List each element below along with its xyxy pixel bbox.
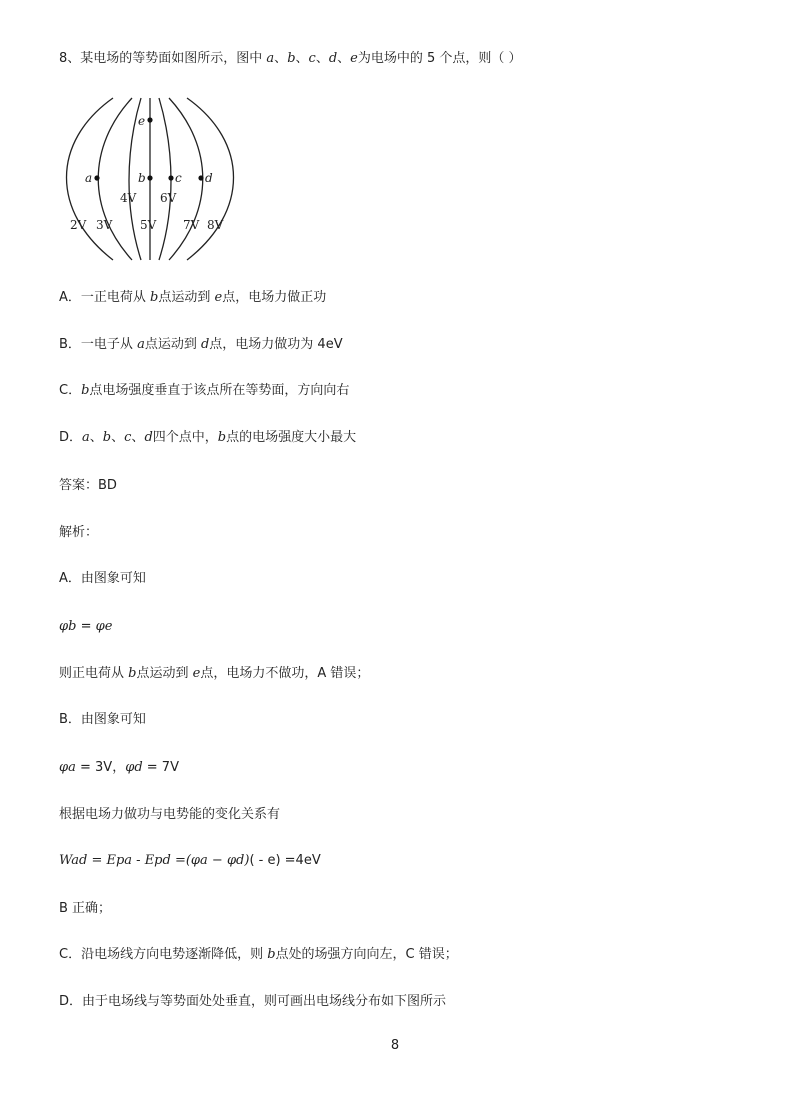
- label-6v: 6V: [160, 191, 177, 205]
- page-number: 8: [390, 1038, 400, 1053]
- var: b: [217, 430, 227, 445]
- phi-symbol: φ: [125, 760, 135, 775]
- work-symbol: Wad: [59, 853, 88, 868]
- potential-difference: (φa − φd): [185, 853, 250, 868]
- sep: 、: [131, 430, 145, 445]
- option-a-mid: 点运动到: [158, 290, 215, 305]
- label-e: e: [138, 114, 146, 128]
- stem-pre: 8、某电场的等势面如图所示，图中: [59, 51, 267, 66]
- option-b-post: 点，电场力做功为 4eV: [209, 337, 343, 352]
- var: d: [200, 337, 210, 352]
- sep: 、: [274, 51, 288, 66]
- label-4v: 4V: [120, 191, 137, 205]
- a-text-mid: 点运动到: [136, 666, 193, 681]
- label-5v: 5V: [140, 218, 157, 232]
- analysis-b-formula: [59, 852, 321, 870]
- var: b: [267, 947, 276, 962]
- phi-symbol: φ: [59, 619, 69, 634]
- var: e: [214, 290, 223, 305]
- option-b-prefix: B．一电子从: [59, 337, 138, 352]
- option-b-mid: 点运动到: [144, 337, 201, 352]
- label-b: b: [138, 171, 146, 185]
- var: b: [150, 290, 159, 305]
- option-b: [59, 336, 343, 354]
- sep: 、: [337, 51, 351, 66]
- value: = 3V，: [75, 760, 126, 775]
- analysis-b-conclusion: B 正确；: [59, 901, 112, 916]
- option-c-prefix: C．: [59, 383, 82, 398]
- label-c: c: [175, 171, 182, 185]
- sep: 、: [295, 51, 309, 66]
- c-text-pre: C．沿电场线方向电势逐渐降低，则: [59, 947, 268, 962]
- option-d-prefix: D．: [59, 430, 83, 445]
- option-a-prefix: A．一正电荷从: [59, 290, 151, 305]
- sep: 、: [315, 51, 329, 66]
- question-stem: [59, 50, 522, 68]
- var: c: [124, 430, 132, 445]
- equals: =: [76, 619, 96, 634]
- label-7v: 7V: [183, 218, 200, 232]
- c-text-post: 点处的场强方向向左，C 错误；: [275, 947, 458, 962]
- analysis-b-head: B．由图象可知: [59, 712, 146, 727]
- sep: 、: [111, 430, 125, 445]
- var: d: [134, 760, 143, 775]
- label-8v: 8V: [207, 218, 224, 232]
- point-b-dot: [147, 175, 152, 180]
- analysis-a-text: [59, 665, 369, 683]
- analysis-b-equation: [59, 759, 179, 777]
- value: = 7V: [142, 760, 179, 775]
- var: e: [192, 666, 201, 681]
- a-text-post: 点，电场力不做功，A 错误；: [200, 666, 370, 681]
- equipotential-line-3v: [98, 98, 132, 260]
- point-c: c: [308, 51, 316, 66]
- equipotential-figure: [59, 92, 244, 262]
- var: b: [68, 619, 77, 634]
- var: d: [144, 430, 153, 445]
- a-text-pre: 则正电荷从: [59, 666, 129, 681]
- sep: 、: [89, 430, 103, 445]
- phi-symbol: φ: [95, 619, 105, 634]
- formula-rest: ( - e) =4eV: [249, 853, 321, 868]
- analysis-d-text: D．由于电场线与等势面处处垂直，则可画出电场线分布如下图所示: [59, 994, 447, 1009]
- energy-terms: = Epa - Epd =: [91, 853, 186, 868]
- analysis-b-text: 根据电场力做功与电势能的变化关系有: [59, 807, 281, 822]
- label-3v: 3V: [96, 218, 113, 232]
- stem-post: 为电场中的 5 个点，则（ ）: [357, 51, 522, 66]
- option-c: [59, 382, 349, 400]
- point-a-dot: [94, 175, 99, 180]
- var: b: [81, 383, 90, 398]
- point-a: a: [266, 51, 275, 66]
- point-e: e: [350, 51, 358, 66]
- option-a: [59, 289, 326, 307]
- var: b: [102, 430, 112, 445]
- label-a: a: [85, 171, 93, 185]
- point-d-dot: [198, 175, 203, 180]
- var: a: [82, 430, 90, 445]
- option-d: [59, 429, 356, 447]
- point-c-dot: [168, 175, 173, 180]
- phi-symbol: φ: [59, 760, 69, 775]
- option-c-post: 点电场强度垂直于该点所在等势面，方向向右: [89, 383, 350, 398]
- var: a: [68, 760, 76, 775]
- option-a-post: 点，电场力做正功: [222, 290, 327, 305]
- var: e: [104, 619, 113, 634]
- var: b: [128, 666, 137, 681]
- analysis-a-equation: [59, 618, 112, 636]
- point-d: d: [328, 51, 338, 66]
- label-2v: 2V: [70, 218, 87, 232]
- analysis-c-text: [59, 946, 458, 964]
- option-d-mid: 四个点中，: [152, 430, 218, 445]
- analysis-a-head: A．由图象可知: [59, 571, 146, 586]
- label-d: d: [205, 171, 213, 185]
- option-d-post: 点的电场强度大小最大: [226, 430, 357, 445]
- answer: 答案：BD: [59, 478, 117, 493]
- analysis-title: 解析：: [59, 525, 99, 540]
- point-e-dot: [147, 117, 152, 122]
- point-b: b: [287, 51, 296, 66]
- var: a: [137, 337, 145, 352]
